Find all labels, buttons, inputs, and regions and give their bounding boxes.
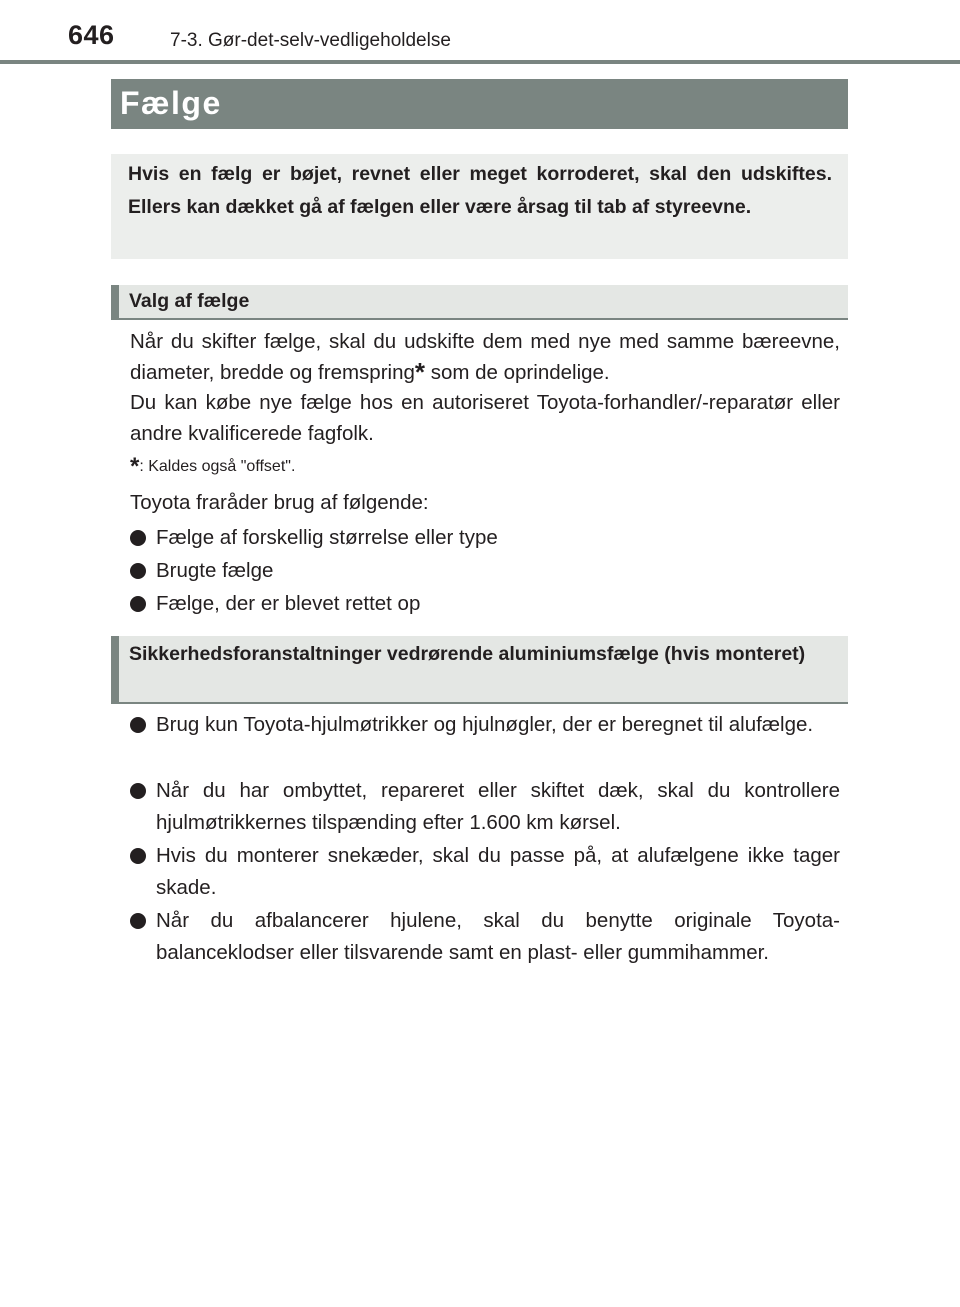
bullet-icon [130, 596, 146, 612]
list-item [130, 709, 840, 741]
list-item [130, 555, 840, 587]
bullet-icon [130, 563, 146, 579]
list-item [130, 905, 840, 968]
page-title: Fælge [111, 79, 848, 129]
footnote-text: : Kaldes også "offset". [139, 458, 296, 475]
bullet-icon [130, 530, 146, 546]
list-item [130, 840, 840, 903]
bullet-icon [130, 783, 146, 799]
list-item [130, 588, 840, 620]
list-item-text: Brugte fælge [156, 559, 274, 582]
bullet-icon [130, 717, 146, 733]
footnote-star-marker: * [130, 453, 140, 480]
footnote [130, 452, 840, 483]
para2-text: Du kan købe nye fælge hos en autoriseret Toyota-forhandler/-reparatør eller andre kvalificerede fagfolk. [130, 391, 840, 445]
bullet-icon [130, 848, 146, 864]
list-item [130, 522, 840, 554]
list-item-text: Brug kun Toyota-hjulmøtrikker og hjulnøgler, der er beregnet til alufælge. [156, 713, 814, 736]
page-number: 646 [68, 20, 115, 50]
header-divider [0, 60, 960, 64]
section-heading-wheel-selection: Valg af fælge [111, 285, 848, 320]
intro-text: Hvis en fælg er bøjet, revnet eller meget korroderet, skal den udskiftes. Ellers kan dækket gå af fælgen eller være årsag til tab af styreevne. [128, 163, 832, 218]
list-item-text: Fælge af forskellig størrelse eller type [156, 526, 498, 549]
bullet-icon [130, 913, 146, 929]
section-heading-aluminium-wheels: Sikkerhedsforanstaltninger vedrørende aluminiumsfælge (hvis monteret) [111, 636, 848, 704]
footnote-star: * [414, 356, 426, 387]
list-item-text: Når du har ombyttet, repareret eller skiftet dæk, skal du kontrollere hjulmøtrikkernes tilspænding efter 1.600 km kørsel. [156, 779, 840, 834]
chapter-title: 7-3. Gør-det-selv-vedligeholdelse [170, 30, 451, 51]
para1-text: Når du skifter fælge, skal du udskifte dem med nye med samme bæreevne, diameter, bredde og fremspring [130, 330, 840, 384]
intro-box [111, 154, 848, 259]
list-item-text: Når du afbalancerer hjulene, skal du benytte originale Toyota-balanceklodser eller tilsvarende samt en plast- eller gummihammer. [156, 909, 840, 964]
list-item [130, 775, 840, 838]
list-item-text: Fælge, der er blevet rettet op [156, 592, 421, 615]
wheel-selection-text [130, 327, 840, 449]
advice-intro: Toyota fraråder brug af følgende: [130, 491, 429, 514]
list-item-text: Hvis du monterer snekæder, skal du passe på, at alufælgene ikke tager skade. [156, 844, 840, 899]
para1-text-end: som de oprindelige. [425, 360, 610, 384]
